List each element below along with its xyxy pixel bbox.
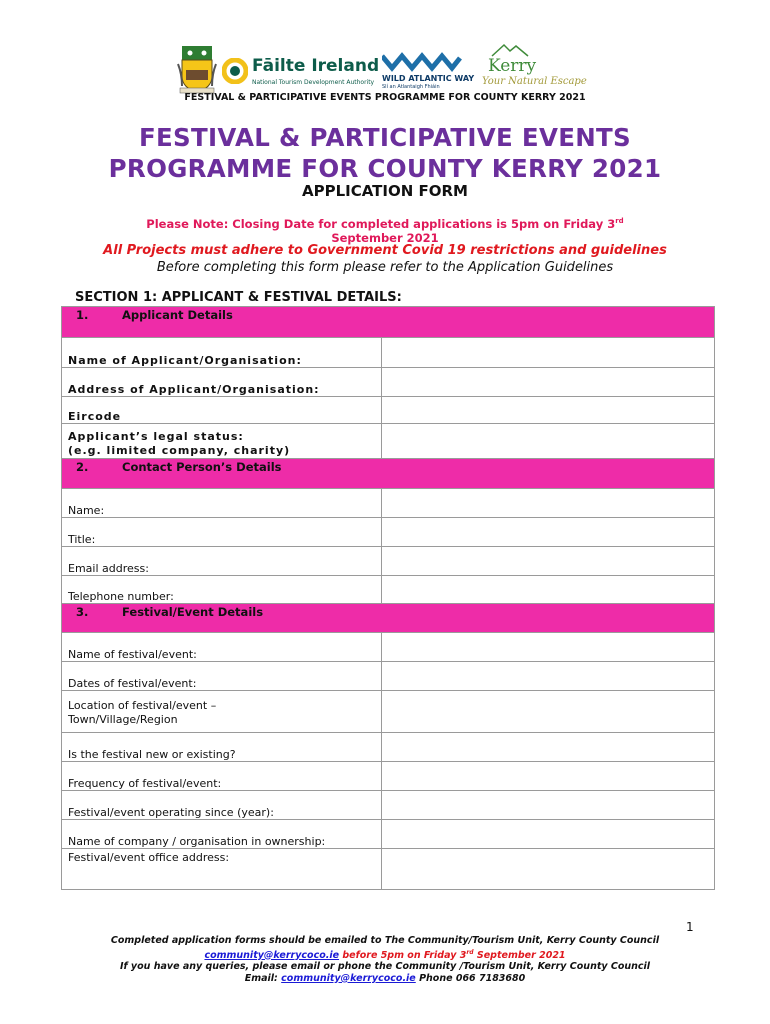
field-label-hint: (e.g. limited company, charity)	[68, 444, 291, 457]
failte-emblem-icon	[222, 58, 248, 84]
section-title: Contact Person’s Details	[122, 460, 282, 474]
kerry-tagline: Your Natural Escape	[482, 76, 587, 87]
form-row	[62, 368, 715, 397]
failte-ireland-subtitle: National Tourism Development Authority	[252, 79, 375, 86]
section-header-applicant	[62, 307, 715, 338]
wild-atlantic-way-name: WILD ATLANTIC WAY	[382, 74, 475, 83]
field-label: Applicant’s legal status:	[68, 430, 244, 443]
title-line-2: PROGRAMME FOR COUNTY KERRY 2021	[108, 154, 662, 183]
field-label: Dates of festival/event:	[62, 662, 382, 691]
form-row	[62, 762, 715, 791]
guidelines-notice: Before completing this form please refer to the Application Guidelines	[156, 260, 614, 275]
section-header-contact	[62, 459, 715, 489]
section-number: 3.	[76, 605, 89, 619]
footer-line-3: If you have any queries, please email or phone the Community /Tourism Unit, Kerry County Council	[119, 961, 651, 973]
field-label: Title:	[62, 518, 382, 547]
form-row	[62, 424, 715, 459]
section-1-heading: SECTION 1: APPLICANT & FESTIVAL DETAILS:	[75, 290, 402, 305]
footer-phone: Phone 066 7183680	[415, 972, 526, 984]
footer-line-2	[0, 947, 770, 962]
page-number: 1	[686, 920, 694, 934]
field-label: Telephone number:	[62, 576, 382, 604]
logo-bar	[0, 40, 770, 92]
form-row	[62, 791, 715, 820]
title-line-1: FESTIVAL & PARTICIPATIVE EVENTS	[138, 123, 631, 152]
form-row	[62, 397, 715, 424]
footer-email-link[interactable]: community@kerrycoco.ie	[204, 949, 340, 961]
form-row	[62, 733, 715, 762]
section-header-festival	[62, 604, 715, 633]
form-row	[62, 691, 715, 733]
eircode-input[interactable]	[382, 397, 715, 424]
wild-atlantic-way-logo	[382, 52, 475, 90]
festival-name-input[interactable]	[382, 633, 715, 662]
covid-notice: All Projects must adhere to Government Covid 19 restrictions and guidelines	[103, 243, 667, 258]
field-label: Email address:	[62, 547, 382, 576]
form-row	[62, 849, 715, 890]
address-of-applicant-input[interactable]	[382, 368, 715, 397]
legal-status-input[interactable]	[382, 424, 715, 459]
festival-frequency-input[interactable]	[382, 762, 715, 791]
footer	[0, 935, 770, 984]
field-label: Name of festival/event:	[62, 633, 382, 662]
kerry-logo	[478, 42, 587, 87]
field-label: Eircode	[62, 397, 382, 424]
footer-deadline: before 5pm on Friday 3	[339, 949, 467, 961]
note-superscript: rd	[615, 217, 624, 225]
footer-email-link-2[interactable]: community@kerrycoco.ie	[281, 972, 416, 984]
section-title: Applicant Details	[122, 308, 233, 322]
form-row	[62, 338, 715, 368]
contact-title-input[interactable]	[382, 518, 715, 547]
name-of-applicant-input[interactable]	[382, 338, 715, 368]
form-row	[62, 576, 715, 604]
kerry-crest-icon	[176, 44, 218, 94]
form-row	[62, 489, 715, 518]
failte-ireland-name: Fāilte Ireland	[252, 56, 380, 76]
wave-zigzag-icon	[382, 52, 462, 72]
location-label	[62, 691, 382, 733]
kerry-name: Kerry	[488, 56, 537, 76]
note-line-1: Please Note: Closing Date for completed applications is 5pm on Friday 3	[146, 216, 616, 231]
festival-location-input[interactable]	[382, 691, 715, 733]
form-row	[62, 662, 715, 691]
email-address-input[interactable]	[382, 547, 715, 576]
form-row	[62, 633, 715, 662]
note-line-2: September 2021	[331, 230, 439, 245]
festival-dates-input[interactable]	[382, 662, 715, 691]
footer-superscript: rd	[466, 948, 474, 956]
telephone-number-input[interactable]	[382, 576, 715, 604]
footer-deadline-end: September 2021	[473, 949, 566, 961]
form-row	[62, 518, 715, 547]
section-number: 1.	[76, 308, 89, 322]
running-header: FESTIVAL & PARTICIPATIVE EVENTS PROGRAMME FOR COUNTY KERRY 2021	[184, 92, 586, 103]
section-title: Festival/Event Details	[122, 605, 264, 619]
footer-email-label: Email:	[244, 972, 282, 984]
field-label: Festival/event operating since (year):	[62, 791, 382, 820]
closing-date-note	[0, 214, 770, 245]
field-label: Festival/event office address:	[62, 849, 382, 890]
festival-new-or-existing-input[interactable]	[382, 733, 715, 762]
legal-status-label	[62, 424, 382, 459]
form-subtitle: APPLICATION FORM	[301, 182, 468, 200]
festival-office-address-input[interactable]	[382, 849, 715, 890]
field-label: Location of festival/event –	[68, 699, 217, 712]
field-label: Name of company / organisation in ownership:	[62, 820, 382, 849]
field-label: Name:	[62, 489, 382, 518]
ownership-organisation-input[interactable]	[382, 820, 715, 849]
section-number: 2.	[76, 460, 89, 474]
wild-atlantic-way-subtitle: Slí an Atlantaigh Fhiáin	[382, 84, 440, 90]
footer-line-1: Completed application forms should be emailed to The Community/Tourism Unit, Kerry County Council	[110, 935, 660, 946]
footer-line-4	[0, 973, 770, 985]
contact-name-input[interactable]	[382, 489, 715, 518]
field-label: Is the festival new or existing?	[62, 733, 382, 762]
form-row	[62, 820, 715, 849]
application-form-table	[61, 306, 715, 890]
field-label: Address of Applicant/Organisation:	[62, 368, 382, 397]
field-label: Town/Village/Region	[68, 713, 178, 726]
field-label: Frequency of festival/event:	[62, 762, 382, 791]
form-row	[62, 547, 715, 576]
page-title	[0, 122, 770, 184]
field-label: Name of Applicant/Organisation:	[62, 338, 382, 368]
operating-since-input[interactable]	[382, 791, 715, 820]
failte-ireland-logo	[222, 56, 380, 88]
